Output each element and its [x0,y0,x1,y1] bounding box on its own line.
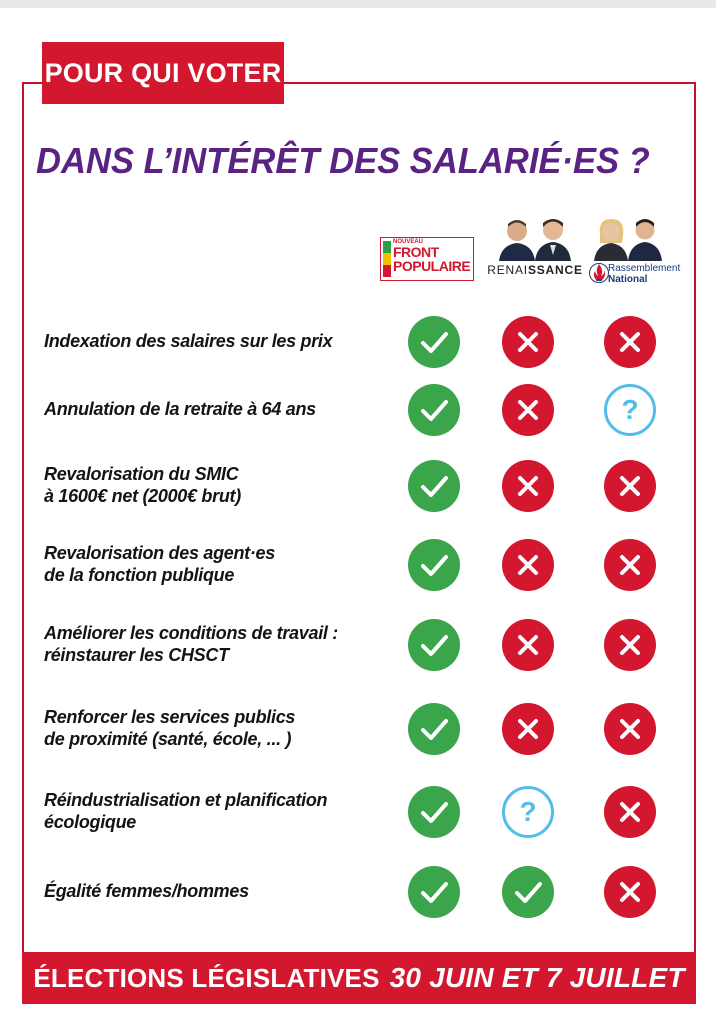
row-label-text [44,881,249,903]
nfp-logo [380,237,474,281]
nfp-color-bars [383,241,391,277]
row-label-line: de proximité (santé, école, ... ) [44,729,292,749]
row-label-text [44,331,332,353]
rn-logo-text [608,263,688,285]
check-icon [502,866,554,918]
poster-tag: POUR QUI VOTER [42,42,284,104]
cross-icon [604,786,656,838]
cross-icon [604,866,656,918]
cross-icon [502,460,554,512]
rn-leaders-photo [594,215,662,261]
nfp-line2: POPULAIRE [393,258,471,274]
cross-icon [502,703,554,755]
row-label-line: réinstaurer les CHSCT [44,645,229,665]
row-label [44,451,394,521]
cross-icon [502,619,554,671]
row-label [44,857,394,927]
row-label-line: Revalorisation des agent·es [44,543,275,564]
table-row [40,610,680,680]
row-label-line: Égalité femmes/hommes [44,881,249,902]
check-icon [408,786,460,838]
poster-headline: DANS L’INTÉRÊT DES SALARIÉ·ES ? [36,140,650,181]
cross-icon [604,539,656,591]
top-band [0,0,716,8]
row-label-line: Revalorisation du SMIC [44,464,239,485]
row-label-line: à 1600€ net (2000€ brut) [44,486,241,506]
footer-date: 30 JUIN ET 7 JUILLET [389,962,685,993]
row-label [44,610,394,680]
row-label-text [44,543,275,586]
renaissance-name-a: RENAI [487,263,528,277]
renaissance-name-b: SSANCE [527,263,583,277]
table-row [40,857,680,927]
poster-footer [22,952,696,1004]
table-row [40,313,680,371]
renaissance-leaders-photo [497,215,573,261]
row-label [44,381,394,439]
renaissance-logo-text [483,263,587,277]
check-icon [408,539,460,591]
rn-line1: Rassemblement [608,263,681,274]
nfp-bar-yellow [383,253,391,265]
rn-flame-icon [589,261,609,285]
nfp-logo-text [393,239,473,273]
table-row [40,451,680,521]
row-label-text [44,623,338,666]
row-label-text [44,464,241,507]
row-label-line: écologique [44,812,137,832]
cross-icon [604,316,656,368]
table-row [40,381,680,439]
row-label-line: Annulation de la retraite à 64 ans [44,399,316,420]
footer-text: ÉLECTIONS LÉGISLATIVES [33,962,380,993]
nfp-bar-green [383,241,391,253]
row-label-text [44,707,295,750]
check-icon [408,460,460,512]
row-label-line: Indexation des salaires sur les prix [44,331,333,352]
cross-icon [604,703,656,755]
nfp-line1: FRONT [393,244,439,260]
row-label [44,313,394,371]
cross-icon [604,619,656,671]
row-label [44,530,394,600]
row-label-text [44,790,327,833]
check-icon [408,316,460,368]
row-label-line: Réindustrialisation et planification [44,790,328,811]
table-row [40,693,680,765]
question-icon: ? [502,786,554,838]
nfp-bar-red [383,265,391,277]
row-label [44,693,394,765]
question-icon: ? [604,384,656,436]
cross-icon [604,460,656,512]
row-label-line: de la fonction publique [44,565,235,585]
cross-icon [502,316,554,368]
check-icon [408,866,460,918]
check-icon [408,384,460,436]
cross-icon [502,539,554,591]
cross-icon [502,384,554,436]
check-icon [408,703,460,755]
rn-line2: National [608,274,648,285]
check-icon [408,619,460,671]
row-label-text [44,399,316,421]
nfp-line0: NOUVEAU [393,239,424,245]
row-label-line: Renforcer les services publics [44,707,296,728]
table-row [40,776,680,848]
row-label [44,776,394,848]
table-row [40,530,680,600]
row-label-line: Améliorer les conditions de travail : [44,623,338,644]
